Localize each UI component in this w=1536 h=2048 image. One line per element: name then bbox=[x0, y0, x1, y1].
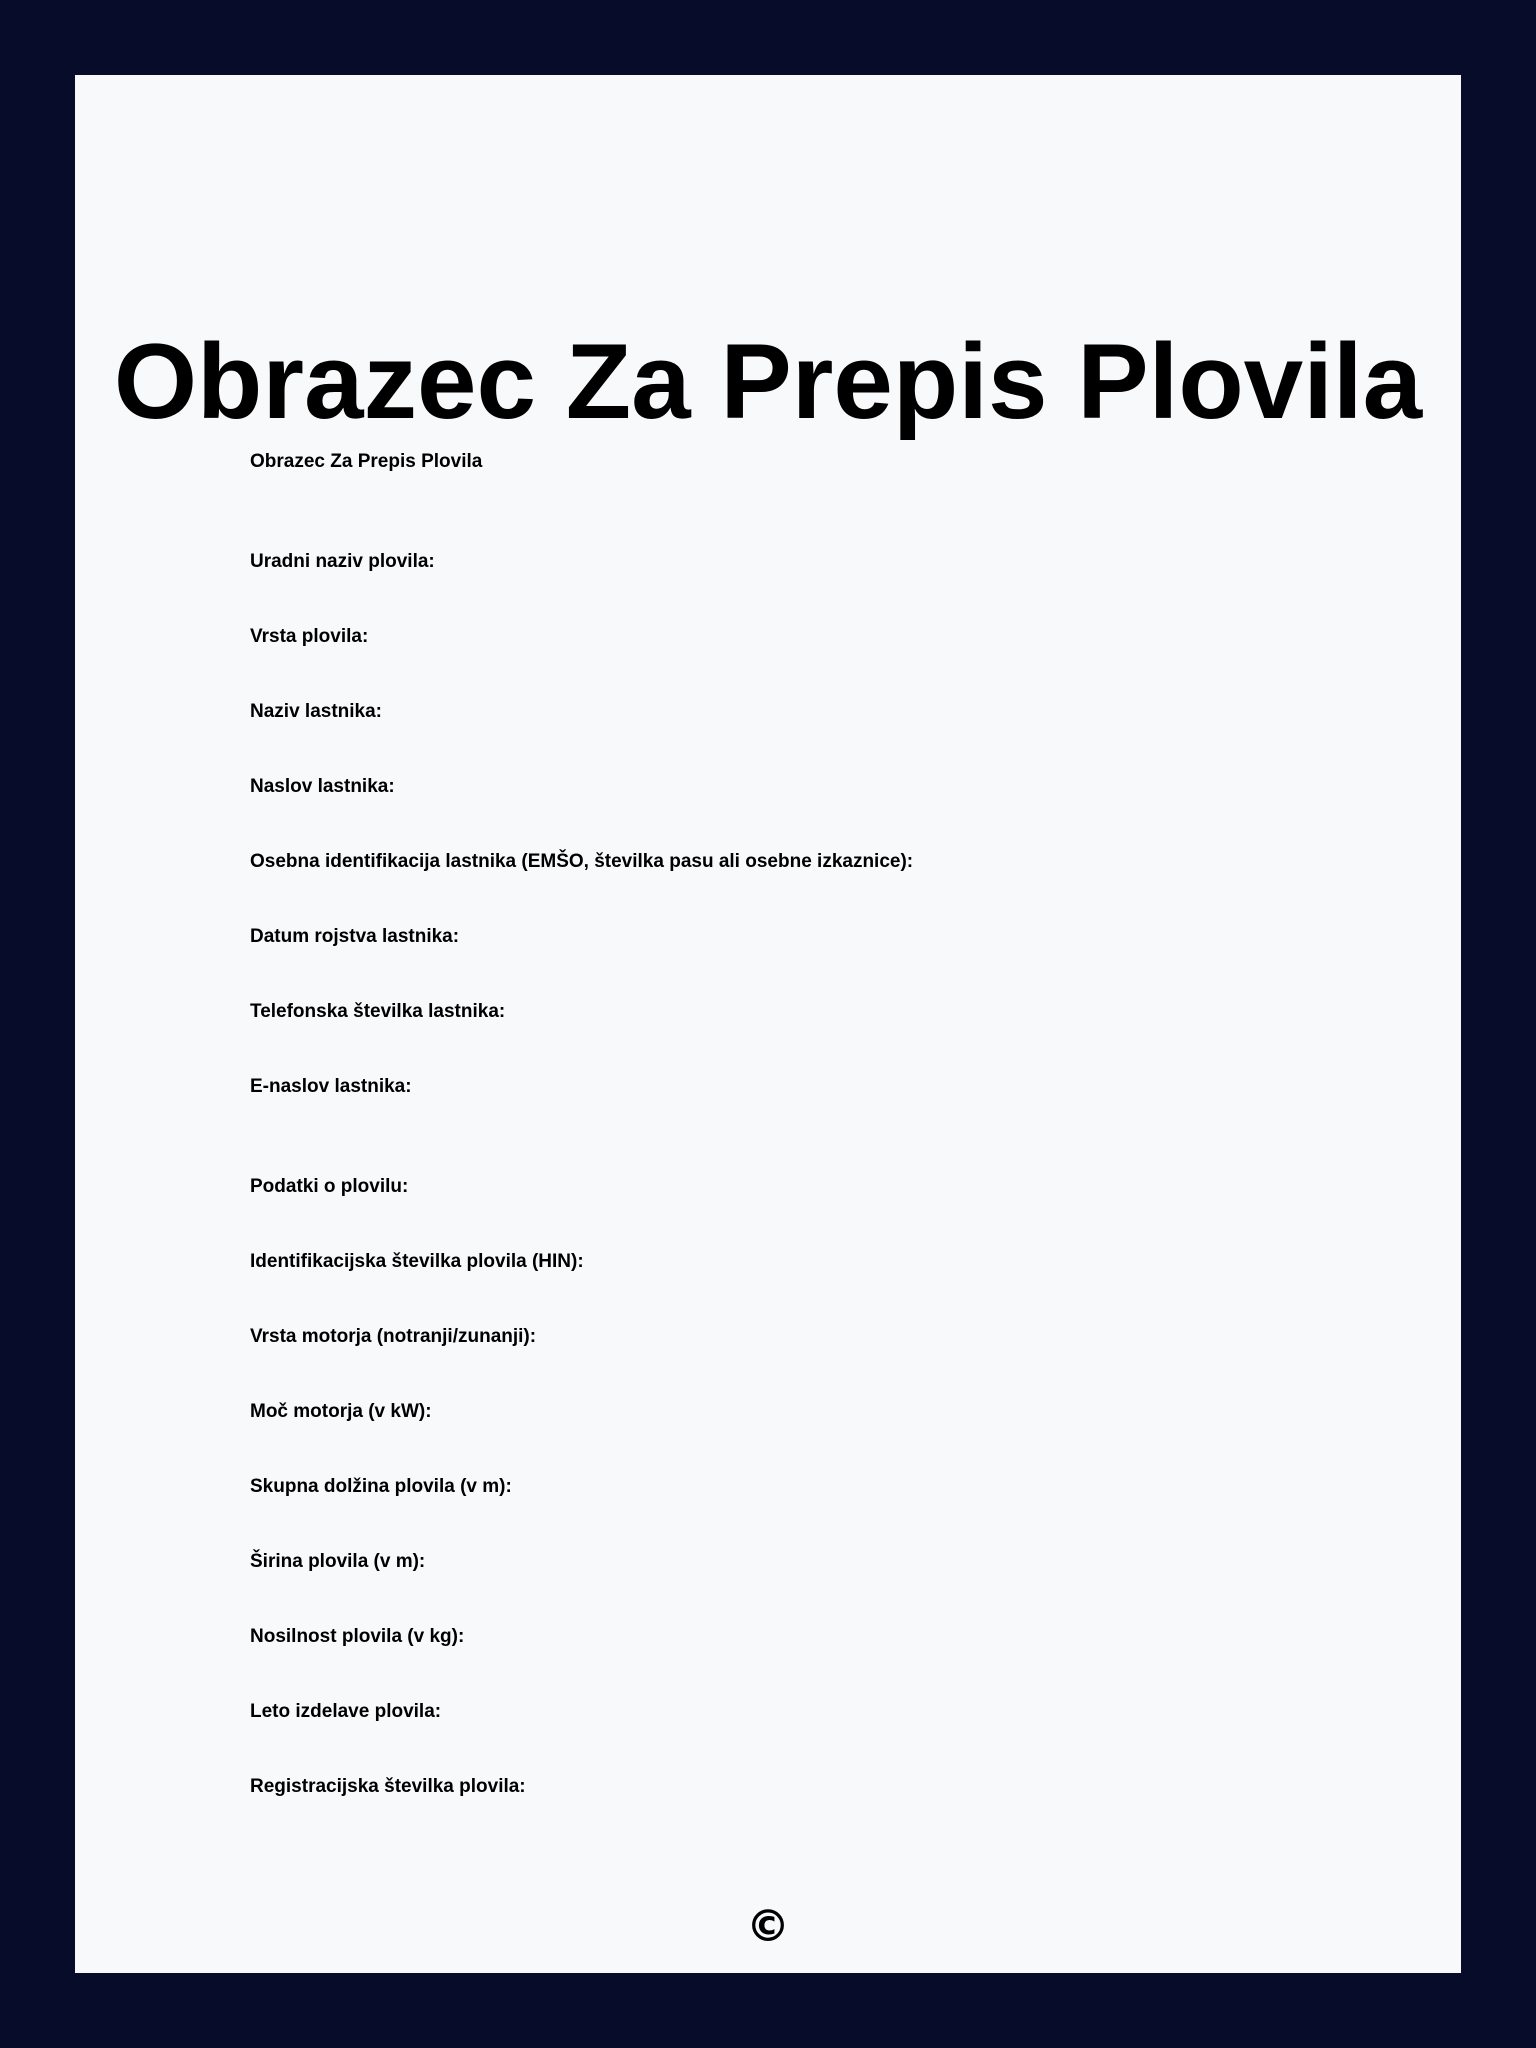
field-owner-email: E-naslov lastnika: bbox=[250, 1076, 412, 1097]
vessel-data-heading: Podatki o plovilu: bbox=[250, 1176, 409, 1197]
field-owner-address: Naslov lastnika: bbox=[250, 776, 395, 797]
field-vessel-type: Vrsta plovila: bbox=[250, 626, 369, 647]
form-subtitle: Obrazec Za Prepis Plovila bbox=[250, 451, 483, 472]
field-owner-birth-date: Datum rojstva lastnika: bbox=[250, 926, 460, 947]
document-title: Obrazec Za Prepis Plovila bbox=[113, 321, 1423, 441]
field-engine-type: Vrsta motorja (notranji/zunanji): bbox=[250, 1326, 537, 1347]
field-vessel-length: Skupna dolžina plovila (v m): bbox=[250, 1476, 512, 1497]
field-vessel-capacity: Nosilnost plovila (v kg): bbox=[250, 1626, 465, 1647]
field-vessel-hin: Identifikacijska številka plovila (HIN): bbox=[250, 1251, 584, 1272]
copyright-icon: © bbox=[746, 1901, 790, 1952]
field-vessel-width: Širina plovila (v m): bbox=[250, 1551, 426, 1572]
field-engine-power: Moč motorja (v kW): bbox=[250, 1401, 432, 1422]
field-owner-identification: Osebna identifikacija lastnika (EMŠO, številka pasu ali osebne izkaznice): bbox=[250, 851, 914, 872]
field-owner-name: Naziv lastnika: bbox=[250, 701, 382, 722]
field-owner-phone: Telefonska številka lastnika: bbox=[250, 1001, 506, 1022]
field-vessel-official-name: Uradni naziv plovila: bbox=[250, 551, 435, 572]
field-vessel-build-year: Leto izdelave plovila: bbox=[250, 1701, 442, 1722]
document-page bbox=[75, 75, 1461, 1973]
field-vessel-registration-number: Registracijska številka plovila: bbox=[250, 1776, 526, 1797]
